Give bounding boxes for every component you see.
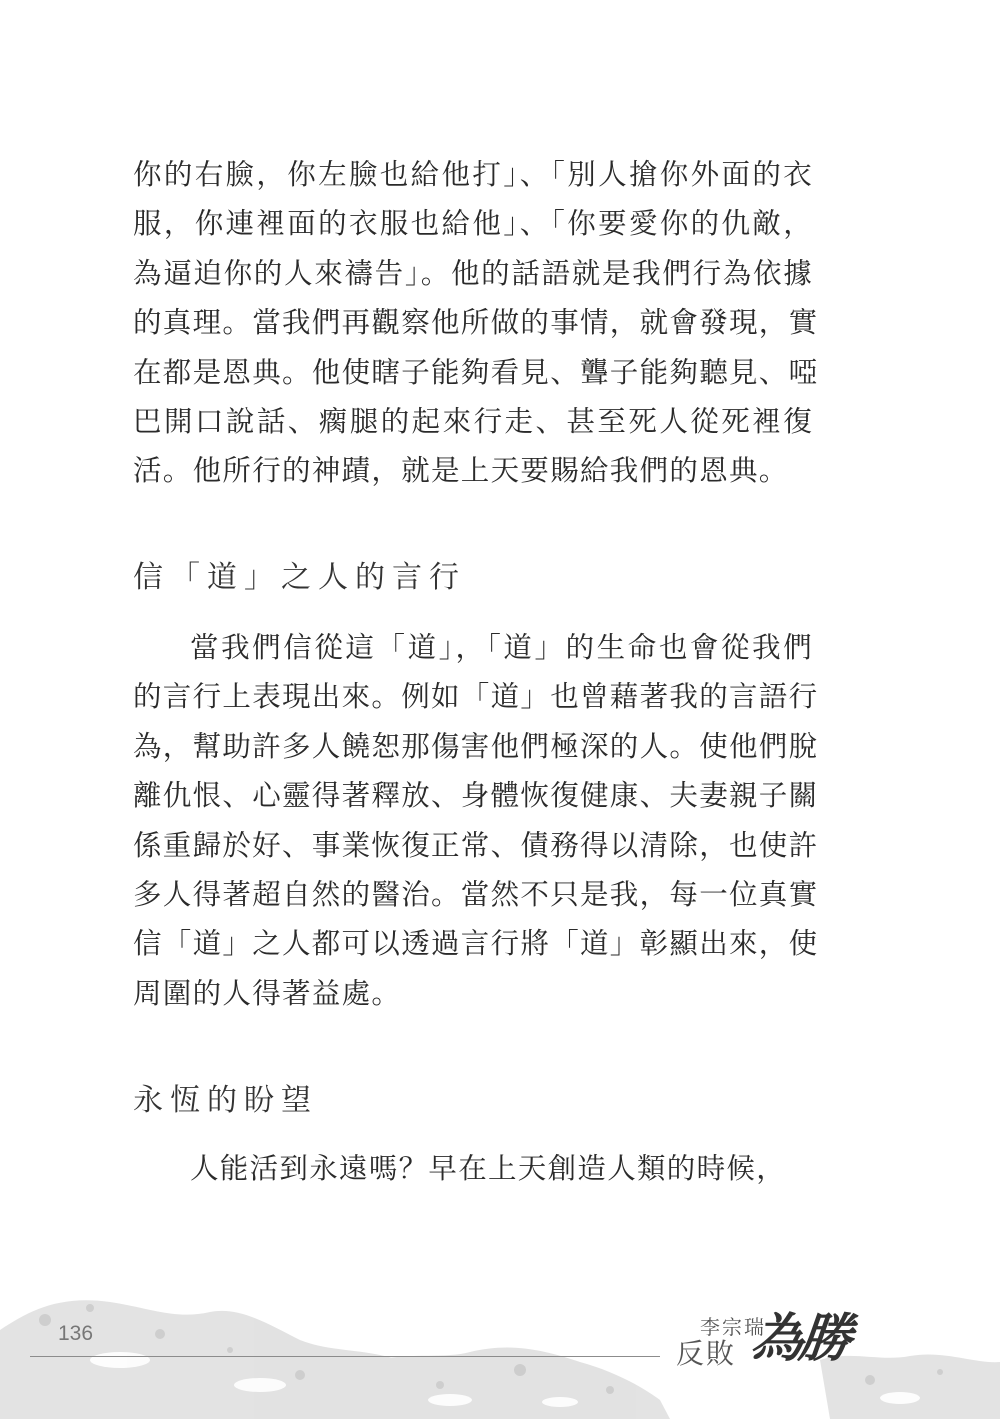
text-line: 你的右臉，你左臉也給他打」、「別人搶你外面的衣: [133, 158, 813, 191]
text-line: 巴開口說話、瘸腿的起來行走、甚至死人從死裡復: [133, 404, 813, 438]
text-line: 係重歸於好、事業恢復正常、債務得以清除，也使許: [133, 828, 819, 862]
footer-divider: [30, 1356, 660, 1357]
text-line: 的言行上表現出來。例如「道」也曾藉著我的言語行: [133, 680, 819, 714]
text-line: 在都是恩典。他使瞎子能夠看見、聾子能夠聽見、啞: [133, 355, 819, 389]
paragraph-body: [133, 1144, 813, 1193]
text-line: 的真理。當我們再觀察他所做的事情，就會發現，實: [133, 306, 819, 340]
section-heading: 永恆的盼望: [133, 1083, 318, 1118]
book-title-part1: 反敗: [676, 1338, 737, 1369]
text-line: 信「道」之人都可以透過言行將「道」彰顯出來，使: [133, 927, 819, 961]
text-line: 為，幫助許多人饒恕那傷害他們極深的人。使他們脫: [133, 729, 819, 763]
text-line-indented: 人能活到永遠嗎？早在上天創造人類的時候，: [190, 1152, 787, 1185]
section-heading: 信「道」之人的言行: [133, 560, 466, 595]
book-title-calligraphy: 為勝: [748, 1308, 851, 1369]
paragraph-continuation: [133, 150, 819, 496]
paragraph-body: [133, 623, 819, 1018]
page-number: 136: [58, 1322, 94, 1345]
text-line: 離仇恨、心靈得著釋放、身體恢復健康、夫妻親子關: [133, 779, 819, 813]
book-author: 李宗瑞: [700, 1317, 766, 1339]
text-line: 多人得著超自然的醫治。當然不只是我，每一位真實: [133, 877, 819, 911]
text-line: 周圍的人得著益處。: [133, 976, 402, 1010]
text-line: 為逼迫你的人來禱告」。他的話語就是我們行為依據: [133, 256, 813, 290]
text-line: 服，你連裡面的衣服也給他」、「你要愛你的仇敵，: [133, 207, 813, 241]
text-line-indented: 當我們信從這「道」，「道」的生命也會從我們: [190, 631, 813, 664]
text-line: 活。他所行的神蹟，就是上天要賜給我們的恩典。: [133, 454, 789, 488]
